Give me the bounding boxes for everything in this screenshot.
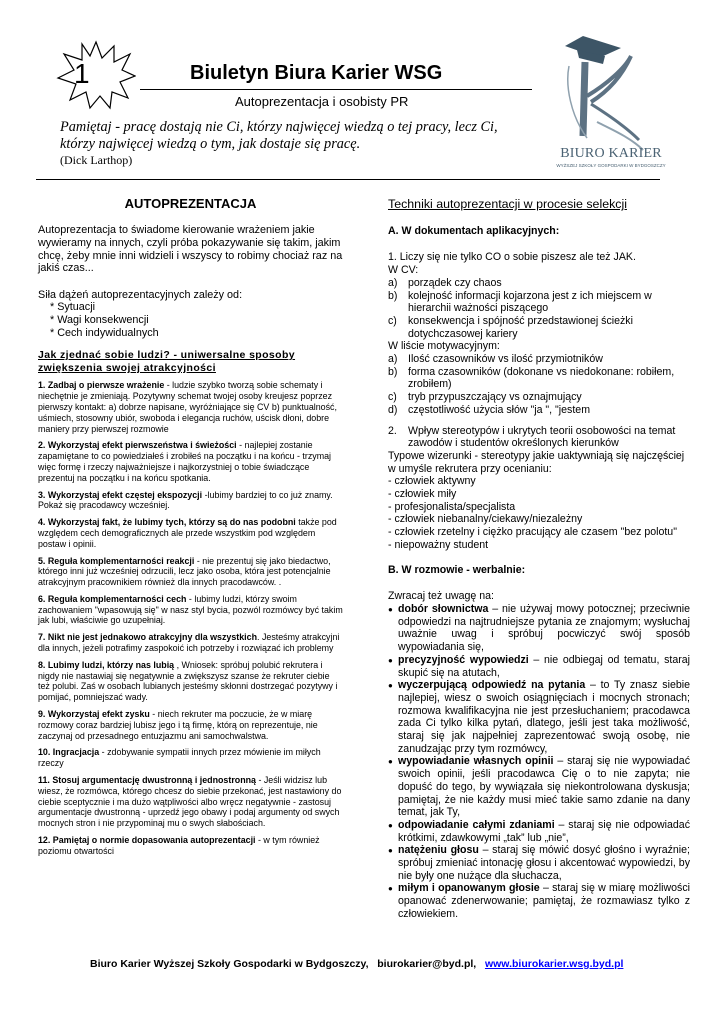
quote-author: (Dick Larthop) — [60, 153, 133, 167]
tip-item — [38, 490, 343, 512]
bullet-item: ● dobór słownictwa – nie używaj mowy potocznej; przeciwnie odpowiedzi na najtrudniejsze pytania ze znajomym; wysłuchaj uważnie uwag i spróbuj pocwiczyć swój sposób wypowiadania się, — [388, 602, 690, 654]
bullet-icon: ● — [388, 846, 393, 856]
letter-item: d) częstotliwość użycia słów "ja ", "jestem — [388, 403, 591, 416]
cv-item: b) kolejność informacji kojarzona jest z ich miejscem w hierarchii ważności piszącego — [388, 289, 652, 315]
tip-title: 4. Wykorzystaj fakt, że lubimy tych, którzy są do nas podobni — [38, 517, 296, 528]
tip-item — [38, 594, 343, 626]
forces-item: * Sytuacji — [50, 301, 96, 314]
intro-paragraph: Autoprezentacja to świadome kierowanie wrażeniem jakie wywieramy na innych, czyli próba pokazywanie się takim, jakim chcę, żeby mnie inni widzieli i wszyscy to robimy chociaż raz na jakiś czas... — [38, 224, 343, 275]
tip-text: - najlepiej zostanie zapamiętane to co powiedziałeś i zrobiłeś na początku i na końcu - trzymaj więc formę i rzeczy najważniejsze i najkorzystniej o tobie świadczące prezentuj na początku i na końcu spotkania. — [38, 440, 332, 483]
letter-item: a) Ilość czasowników vs ilość przymiotników — [388, 353, 603, 366]
tip-title: 1. Zadbaj o pierwsze wrażenie — [38, 380, 165, 391]
type-item: - człowiek niebanalny/ciekawy/niezależny — [388, 513, 583, 526]
forces-title: Siła dążeń autoprezentacyjnych zależy od: — [38, 288, 243, 301]
tip-item — [38, 660, 343, 703]
cv-item: a) porządek czy chaos — [388, 276, 502, 289]
forces-item: * Cech indywidualnych — [50, 326, 159, 339]
tip-item — [38, 835, 343, 857]
page-subtitle: Autoprezentacja i osobisty PR — [235, 94, 409, 109]
issue-number: 1 — [74, 58, 90, 89]
page-title: Biuletyn Biura Karier WSG — [190, 62, 443, 84]
letter-label: W liście motywacyjnym: — [388, 340, 500, 353]
right-heading: Techniki autoprezentacji w procesie selekcji — [388, 197, 627, 211]
left-column — [38, 198, 343, 863]
tip-title: 8. Lubimy ludzi, którzy nas lubią — [38, 659, 175, 670]
tip-title: 9. Wykorzystaj efekt zysku — [38, 709, 150, 720]
tip-title: 6. Reguła komplementarności cech — [38, 593, 187, 604]
quote-line-1: Pamiętaj - pracę dostają nie Ci, którzy najwięcej wiedzą o tej pracy, lecz Ci, — [60, 119, 498, 135]
tip-item — [38, 380, 343, 434]
logo-subtext: WYŻSZEJ SZKOŁY GOSPODARKI W BYDGOSZCZY — [556, 163, 666, 168]
tip-title: 12. Pamiętaj o normie dopasowania autoprezentacji — [38, 835, 256, 846]
letter-item: c) tryb przypuszczający vs oznajmujący — [388, 391, 582, 404]
bullet-icon: ● — [388, 820, 393, 830]
tip-text: - zdobywanie sympatii innych przez mówienie im miłych rzeczy — [38, 747, 321, 769]
subsection-b-heading: B. W rozmowie - werbalnie: — [388, 563, 526, 576]
tip-text: - niech rekruter ma poczucie, że w miarę rozmowy coraz bardziej lubisz jego i tą firmę, którą on reprezentuje, nie zaczynaj od przesadnego entuzjazmu ani samochwalstwa. — [38, 709, 318, 741]
tip-text: - nie prezentuj się jako biedactwo, którego inni już wcześniej odrzucili, lecz jako osoba, która jest potencjalnie atrakcyjnym pracownikiem również dla innych pracodawców. . — [38, 555, 331, 588]
tip-title: 10. Ingracjacja — [38, 747, 100, 758]
tip-text: - Jeśli widzisz lub wiesz, że rozmówca, którego chcesz do siebie przekonać, jest nastawiony do ciebie sceptycznie i ma dużo wątpliwości albo wręcz negatywnie - zastosuj argumentacje dwustronną - uprzedź jego obawy i podaj argumenty od swych mocnych stron i nie przypominaj mu o swych słabościach. — [38, 775, 342, 829]
tip-item — [38, 632, 343, 654]
attention-label: Zwracaj też uwagę na: — [388, 590, 494, 603]
bullet-item: ● natężeniu głosu – staraj się mówić dosyć głośno i wyraźnie; spróbuj zmieniać intonację głosu i akcentować wypowiedzi, by nie były one nużące dla słuchacza, — [388, 844, 690, 882]
tip-item — [38, 709, 343, 741]
forces-item: * Wagi konsekwencji — [50, 313, 149, 326]
bullet-icon: ● — [388, 884, 393, 894]
bullet-icon: ● — [388, 655, 393, 665]
bullet-icon: ● — [388, 604, 393, 614]
tip-text: - w tym również poziomu otwartości — [38, 835, 320, 856]
left-heading: AUTOPREZENTACJA — [124, 196, 257, 211]
tip-text: - lubimy ludzi, którzy swoim zachowaniem "wpasowują się" w nasz styl bycia, pozwól rozmówcy być takim jak lubi, właściwie go uzupełniaj. — [38, 593, 343, 626]
tip-item — [38, 775, 343, 829]
cv-item: c) konsekwencja i spójność przedstawionej ścieżki dotychczasowej kariery — [388, 314, 633, 340]
tip-item — [38, 517, 343, 549]
bullet-item: ● miłym i opanowanym głosie – staraj się w miarę możliwości opanować zdenerwowanie; pamiętaj, że rozmawiasz tylko z człowiekiem. — [388, 882, 690, 920]
tip-title: 7. Nikt nie jest jednakowo atrakcyjny dla wszystkich — [38, 632, 258, 643]
tip-title: 3. Wykorzystaj efekt częstej ekspozycji — [38, 489, 203, 500]
letter-item: b) forma czasowników (dokonane vs niedokonane: robiłem, zrobiłem) — [388, 365, 675, 391]
bullet-item: ● precyzyjność wypowiedzi – nie odbiegaj od tematu, staraj skupić się na atutach, — [388, 653, 690, 679]
cv-label: W CV: — [388, 264, 419, 277]
quote — [60, 119, 530, 153]
type-item: - profesjonalista/specjalista — [388, 500, 516, 513]
point-1 — [388, 251, 690, 264]
tip-title: 5. Reguła komplementarności reakcji — [38, 555, 195, 566]
bullet-item: ● wypowiadanie własnych opinii – staraj się nie wypowiadać swoich opinii, jeśli pracodawca Cię o to nie zapyta; nie dopuść do tego, by wywiązała się niekontrolowana dyskusja; pamiętaj, że nie każdy musi mieć takie samo zdanie na dany temat, jak Ty, — [388, 755, 690, 819]
tip-text: -lubimy bardziej to co już znamy. Pokaż się pracodawcy wcześniej. — [38, 489, 333, 511]
tip-item — [38, 440, 343, 483]
quote-line-2: którzy najwięcej wiedzą o tym, jak dostaje się pracę. — [60, 136, 361, 152]
bullet-icon: ● — [388, 681, 393, 691]
bullet-item: ● odpowiadanie całymi zdaniami – staraj się nie odpowiadać krótkimi, zdawkowymi „tak” lub „nie”, — [388, 818, 690, 844]
bullet-icon: ● — [388, 757, 393, 767]
type-item: - człowiek rzetelny i ciężko pracujący ale czasem "bez polotu" — [388, 526, 677, 539]
section-heading: Jak zjednać sobie ludzi? - uniwersalne sposoby zwiększenia swojej atrakcyjności — [38, 349, 296, 374]
tip-title: 2. Wykorzystaj efekt pierwszeństwa i świeżości — [38, 440, 237, 451]
point-1-text: . Liczy się nie tylko CO o sobie piszesz ale też JAK. — [393, 251, 636, 264]
type-item: - człowiek miły — [388, 488, 457, 501]
tip-text: , Wniosek: spróbuj polubić rekrutera i nigdy nie nastawiaj się negatywnie a zwiększysz szanse że rekruter ciebie też polubi. Zaś w osobach lubianych jesteśmy skłonni dostrzegać pozytywy i pomijać, pomniejszać wady. — [38, 659, 338, 703]
tip-text: . Jesteśmy atrakcyjni dla innych, jeżeli potrafimy zaspokoić ich potrzeby i rozwiązać ich problemy — [38, 632, 340, 654]
right-column — [388, 198, 690, 921]
tip-item — [38, 556, 343, 588]
starburst-icon — [56, 40, 136, 110]
footer-text: Biuro Karier Wyższej Szkoły Gospodarki w Bydgoszczy, biurokarier@byd.pl, — [90, 958, 485, 970]
header-divider — [36, 179, 660, 180]
tip-text: także pod względem cech demograficznych ale przede wszystkim pod względem postaw i opinii. — [38, 517, 337, 549]
subsection-a-heading: A. W dokumentach aplikacyjnych: — [388, 224, 560, 237]
footer — [90, 958, 623, 970]
bullet-item: ● wyczerpującą odpowiedź na pytania – to Ty znasz siebie najlepiej, wiesz o swoich osiągnięciach i mocnych stronach; rozmowa kwalifikacyjna nie jest przesłuchaniem; pracodawca zada Ci tylko kilka pytań, dlatego, jeśli jest taka możliwość, staraj się jak najpełniej zaprezentować swoją osobę, nie zanudzając przy tym rozmówcy, — [388, 679, 690, 755]
type-item: - niepoważny student — [388, 538, 489, 551]
forces-block — [38, 289, 343, 339]
tip-text: - ludzie szybko tworzą sobie schematy i niechętnie je zmieniają. Pozytywny schemat twojej osoby kreujesz poprzez pierwszy kontakt: a) dobrze napisane, wyróżniające się CV b) punktualność, uśmiech, stosowny ubiór, swoboda i elegancja ruchów, uścisk dłoni, dobre maniery przy pierwszej rozmowie — [38, 380, 337, 434]
logo-text: BIURO KARIER — [560, 146, 662, 161]
type-item: - człowiek aktywny — [388, 475, 476, 488]
tip-item — [38, 747, 343, 769]
tip-title: 11. Stosuj argumentację dwustronną i jednostronną — [38, 775, 256, 786]
footer-link[interactable]: www.biurokarier.wsg.byd.pl — [484, 958, 624, 970]
title-divider — [140, 89, 532, 90]
point-2: 2. Wpływ stereotypów i ukrytych teorii osobowości na temat zawodów i studentów określonych kierunków — [388, 424, 676, 450]
types-intro: Typowe wizerunki - stereotypy jakie uaktywniają się najczęściej w umyśle rekrutera przy ocenianiu: — [388, 449, 685, 475]
point-1-num: 1 — [388, 251, 394, 264]
